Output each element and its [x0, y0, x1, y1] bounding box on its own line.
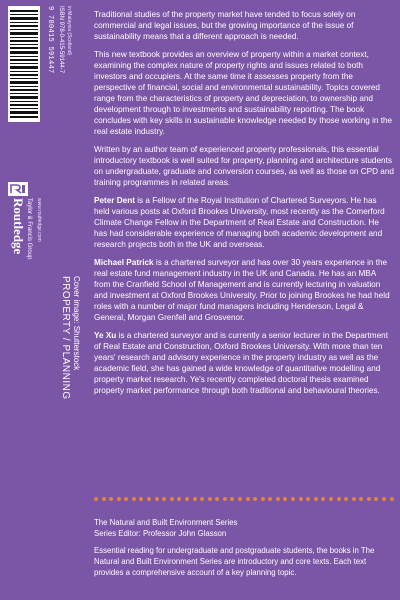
divider-dot: [170, 497, 174, 501]
divider-dot: [261, 497, 265, 501]
barcode-digits: 9 780415 591447: [46, 6, 54, 74]
divider-dot: [109, 497, 113, 501]
divider-dot: [117, 497, 121, 501]
routledge-logo-icon: [8, 182, 28, 196]
overview-paragraph: This new textbook provides an overview of property within a market context, examining the complex nature of property rights and issues related to both investors and occupiers. At the same time it assesses property from the perspective of financial, social and environmental sustainability. Topics covered range from the characteristics of property and depreciation, to ownership and development through to investments and sustainability reporting. The book concludes with key skills in sustainable knowledge needed by those working in the real estate industry.: [94, 49, 393, 136]
series-info: [94, 518, 394, 579]
divider-dot: [238, 497, 242, 501]
cover-image-credit: Cover image: Shutterstock: [72, 276, 81, 371]
author-name: Michael Patrick: [94, 257, 154, 267]
divider-dot: [329, 497, 333, 501]
series-description: Essential reading for undergraduate and postgraduate students, the books in The Natural and Built Environment Series are introductory and core texts. Each text provides a comprehensive account of a key planning topic.: [94, 545, 375, 577]
divider-dot: [94, 497, 98, 501]
divider-dot: [367, 497, 371, 501]
divider-dot: [337, 497, 341, 501]
divider-dot: [185, 497, 189, 501]
divider-dot: [390, 497, 394, 501]
divider-dot: [359, 497, 363, 501]
divider-dot: [177, 497, 181, 501]
divider-dot: [246, 497, 250, 501]
divider-dot: [223, 497, 227, 501]
author-bio-text: is a chartered surveyor and has over 30 years experience in the real estate fund management industry in the UK and Canada. He has an MBA from the Cranfield School of Management and is currently lecturing in valuation and investment at Oxford Brookes University. Prior to joining Brookes he had held roles with a number of major fund managers including Henderson, Legal & General, Morgan Grenfell and Grosvenor.: [94, 257, 390, 322]
author-bio-text: is a chartered surveyor and is currently a senior lecturer in the Department of Real Estate and Construction, Oxford Brookes University. With more than ten years' research and advisory experience in the property industry as well as the academic field, she has gained a wide knowledge of quantitative modelling and property market research. Ye's recently completed doctoral thesis examined property market performance through both traditional and behavioural theories.: [94, 330, 388, 395]
intro-paragraph: Traditional studies of the property market have tended to focus solely on commercial and legal issues, but the growing importance of the issue of sustainability means that a different approach is needed.: [94, 10, 356, 41]
brand-group: Taylor & Francis Group: [26, 198, 32, 260]
divider-dot: [200, 497, 204, 501]
divider-dot: [276, 497, 280, 501]
printed-location: in Malaysia (Scotland): [66, 6, 72, 56]
divider-dot: [124, 497, 128, 501]
divider-dot: [253, 497, 257, 501]
divider-dot: [306, 497, 310, 501]
divider-dot: [291, 497, 295, 501]
divider-dot: [314, 497, 318, 501]
dotted-divider: [94, 496, 394, 502]
barcode-icon: [10, 8, 38, 120]
divider-dot: [102, 497, 106, 501]
divider-dot: [283, 497, 287, 501]
divider-dot: [139, 497, 143, 501]
divider-dot: [162, 497, 166, 501]
divider-dot: [352, 497, 356, 501]
divider-dot: [382, 497, 386, 501]
barcode: [8, 6, 40, 122]
isbn: ISBN 978-0-415-59144-7: [58, 6, 64, 74]
author-name: Ye Xu: [94, 330, 117, 340]
spine-info-strip: [8, 6, 80, 446]
author-bio: [94, 258, 394, 324]
brand-url: www.routledge.com: [36, 198, 42, 242]
blurb-column: [94, 10, 394, 404]
author-bio-text: is a Fellow of the Royal Institution of Chartered Surveyors. He has held various posts at Oxford Brookes University, most recently as the Comerford Climate Change Fellow in the Department of Real Estate and Construction. He has had considerable experience of managing both academic development and research projects both in the UK and overseas.: [94, 195, 385, 249]
divider-dot: [321, 497, 325, 501]
divider-dot: [147, 497, 151, 501]
series-name: The Natural and Built Environment Series: [94, 518, 238, 527]
author-bio: [94, 196, 394, 251]
brand-name: Routledge: [11, 198, 26, 255]
divider-dot: [155, 497, 159, 501]
divider-dot: [344, 497, 348, 501]
divider-dot: [299, 497, 303, 501]
series-editor: Series Editor: Professor John Glasson: [94, 528, 227, 538]
author-bio: [94, 331, 394, 397]
author-name: Peter Dent: [94, 195, 135, 205]
divider-dot: [208, 497, 212, 501]
divider-dot: [193, 497, 197, 501]
divider-dot: [132, 497, 136, 501]
subject-category: PROPERTY / PLANNING: [60, 276, 71, 400]
divider-dot: [215, 497, 219, 501]
divider-dot: [374, 497, 378, 501]
divider-dot: [268, 497, 272, 501]
audience-paragraph: Written by an author team of experienced property professionals, this essential introductory textbook is well suited for property, planning and architecture students on undergraduate, graduate and conversion courses, as well as those on CPD and training programmes in related areas.: [94, 144, 394, 187]
divider-dot: [230, 497, 234, 501]
